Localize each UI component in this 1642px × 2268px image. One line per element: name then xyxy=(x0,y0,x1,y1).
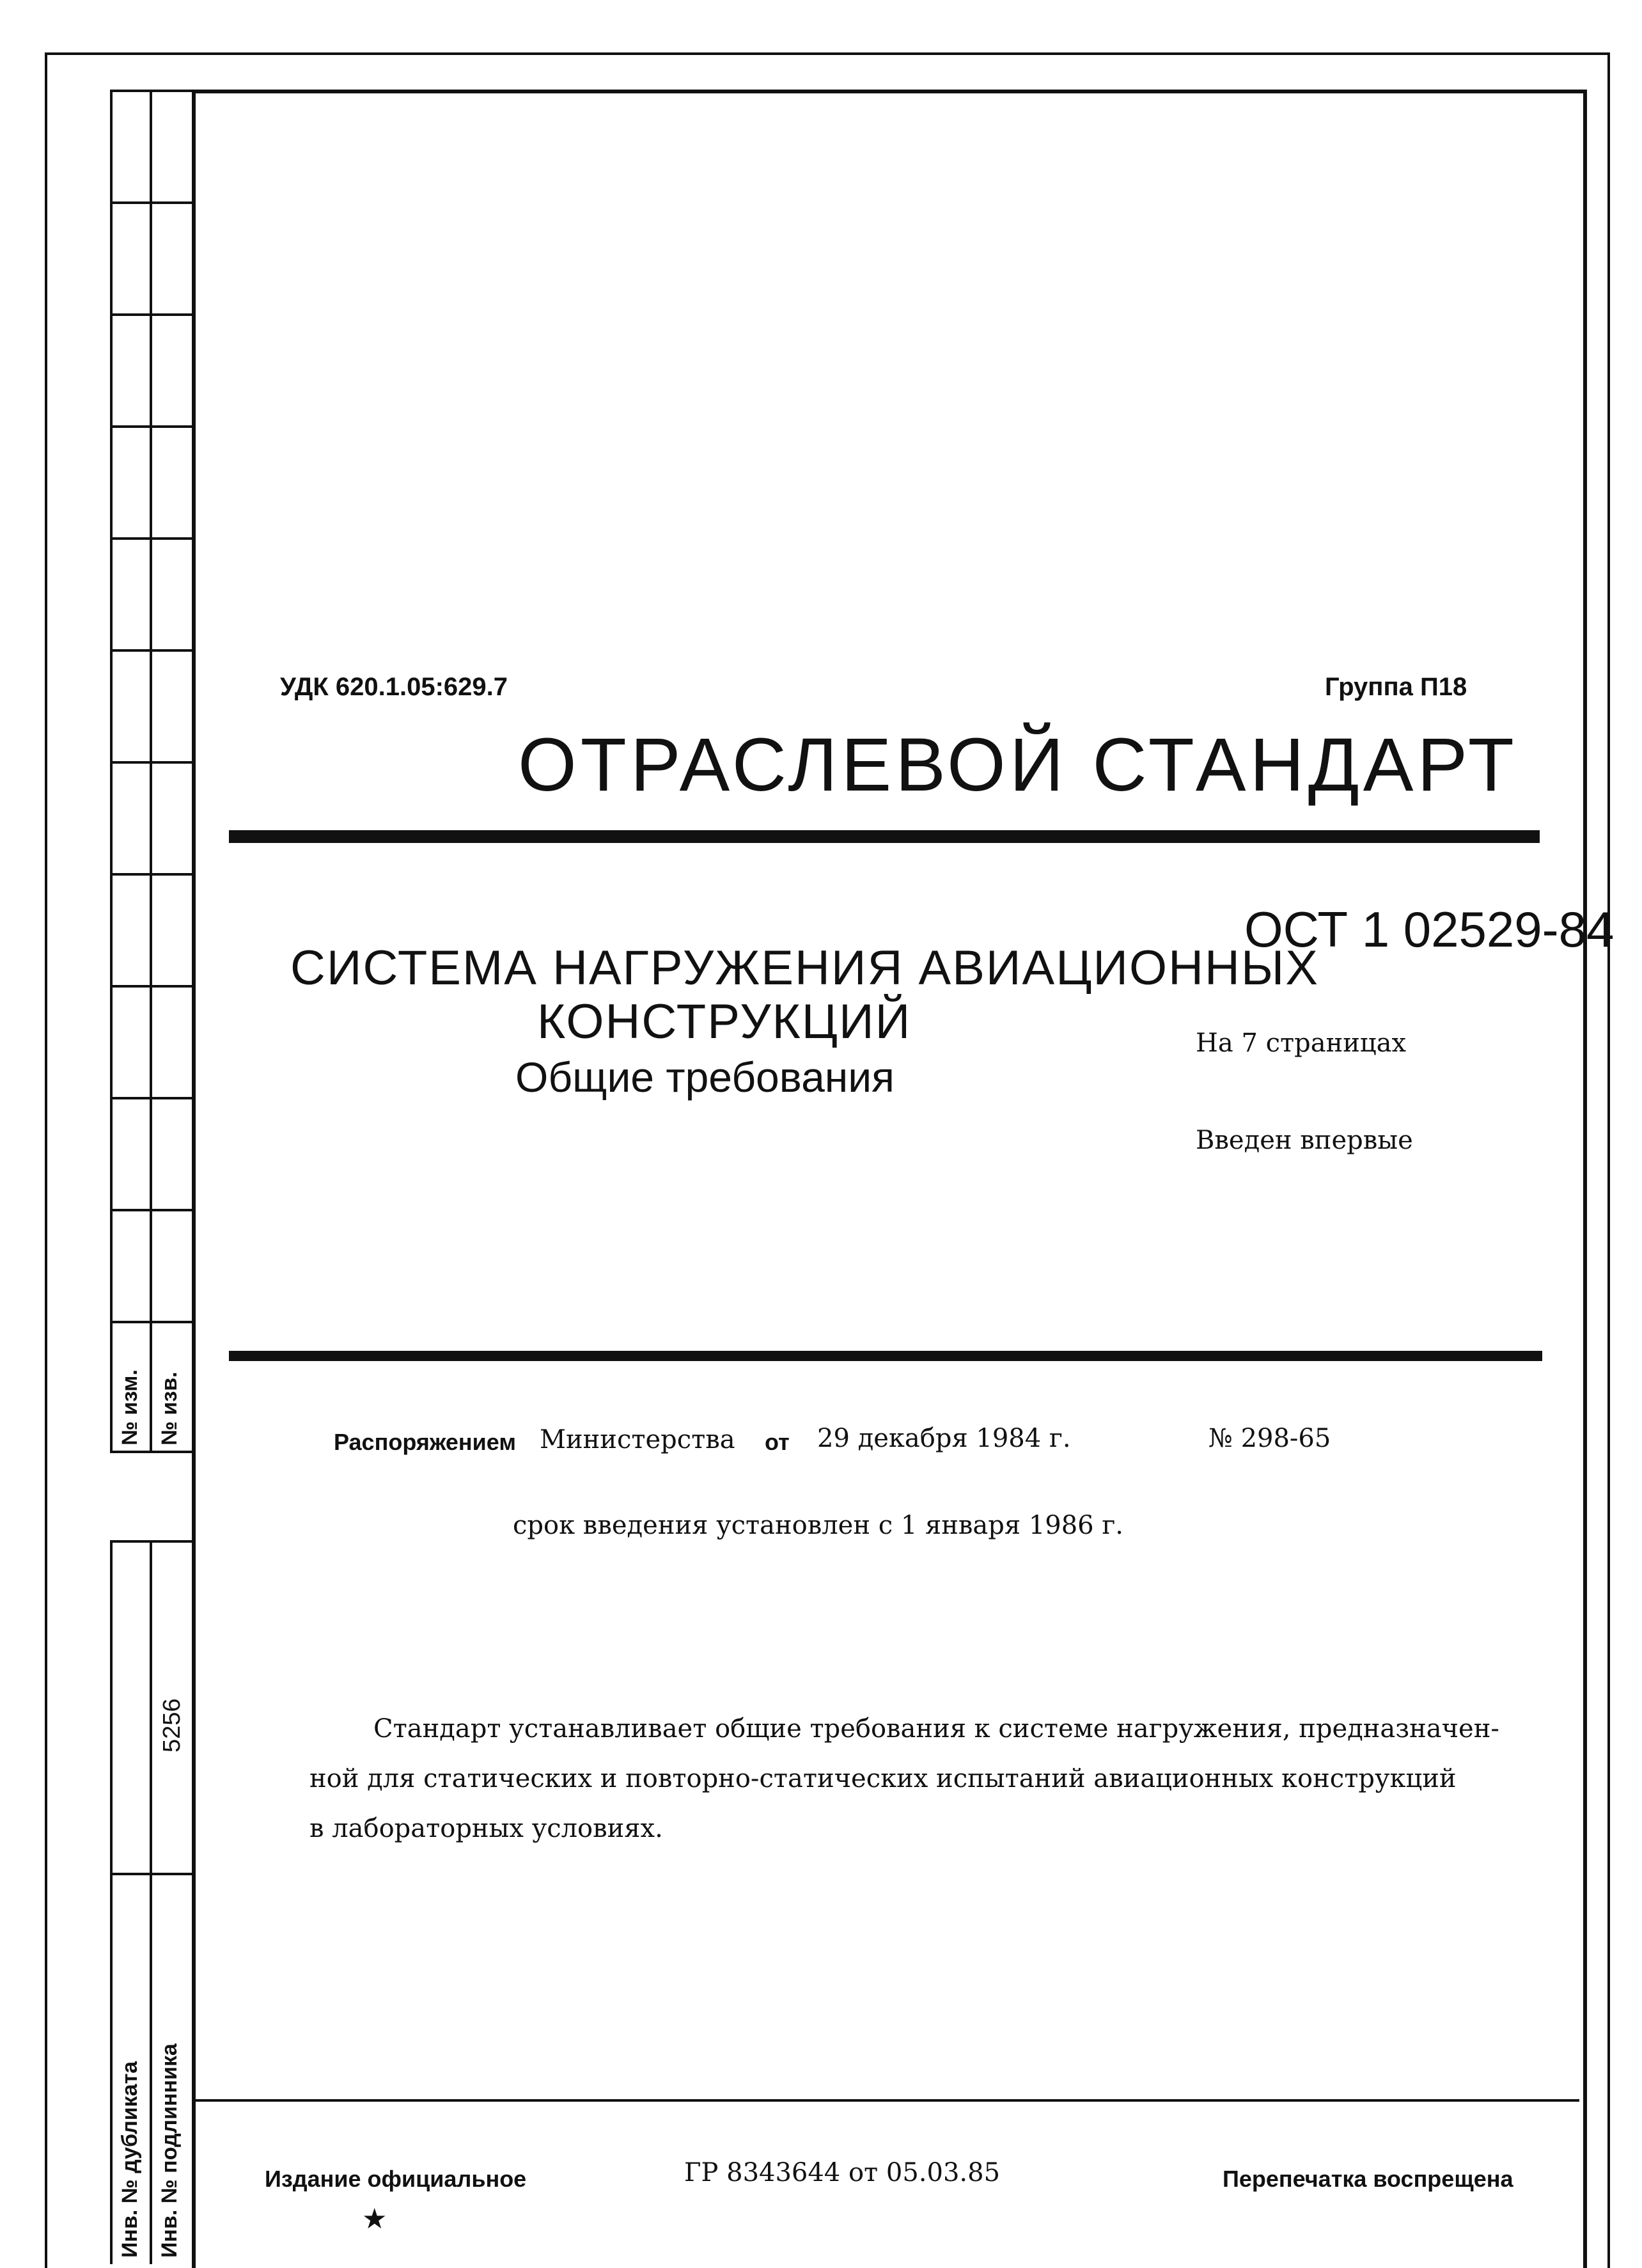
introduced-note: Введен впервые xyxy=(1196,1126,1413,1155)
decree-prefix: Распоряжением xyxy=(334,1429,516,1455)
notice-number-label: № изв. xyxy=(157,1371,182,1445)
body-paragraph-line2: ной для статических и повторно-статических испытаний авиационных конструкций xyxy=(309,1764,1457,1793)
effective-date: срок введения установлен с 1 января 1986 г. xyxy=(513,1511,1123,1540)
document-subtitle: Общие требования xyxy=(515,1053,895,1101)
top-thick-rule xyxy=(229,830,1540,843)
document-title-line2: КОНСТРУКЦИЙ xyxy=(537,995,912,1049)
change-number-label: № изм. xyxy=(118,1369,142,1445)
edition-label: Издание официальное xyxy=(265,2166,527,2192)
page-count: На 7 страницах xyxy=(1196,1028,1407,1058)
inner-page-frame xyxy=(192,90,1587,2268)
document-title-line1: СИСТЕМА НАГРУЖЕНИЯ АВИАЦИОННЫХ xyxy=(290,941,1319,995)
main-title: ОТРАСЛЕВОЙ СТАНДАРТ xyxy=(518,723,1518,807)
decree-date: 29 декабря 1984 г. xyxy=(817,1424,1071,1453)
inventory-value: 5256 xyxy=(159,1698,185,1752)
star-icon: ★ xyxy=(362,2203,387,2235)
reprint-notice: Перепечатка воспрещена xyxy=(1223,2166,1513,2192)
footer-rule xyxy=(192,2099,1579,2102)
margin-strip xyxy=(110,90,192,2264)
decree-number: № 298-65 xyxy=(1208,1424,1331,1453)
body-paragraph-line1: Стандарт устанавливает общие требования к системе нагружения, предназначен- xyxy=(373,1714,1499,1744)
inventory-original-label: Инв. № подлинника xyxy=(157,2044,182,2258)
inventory-duplicate-label: Инв. № дубликата xyxy=(118,2061,142,2258)
registration-number: ГР 8343644 от 05.03.85 xyxy=(684,2158,1001,2187)
decree-authority: Министерства xyxy=(540,1425,735,1454)
group-code: Группа П18 xyxy=(1325,673,1467,701)
standard-number: ОСТ 1 02529-84 xyxy=(1244,901,1615,957)
body-paragraph-line3: в лабораторных условиях. xyxy=(309,1814,663,1843)
udk-code: УДК 620.1.05:629.7 xyxy=(280,673,508,701)
middle-thick-rule xyxy=(229,1351,1542,1361)
decree-from: от xyxy=(765,1429,790,1455)
